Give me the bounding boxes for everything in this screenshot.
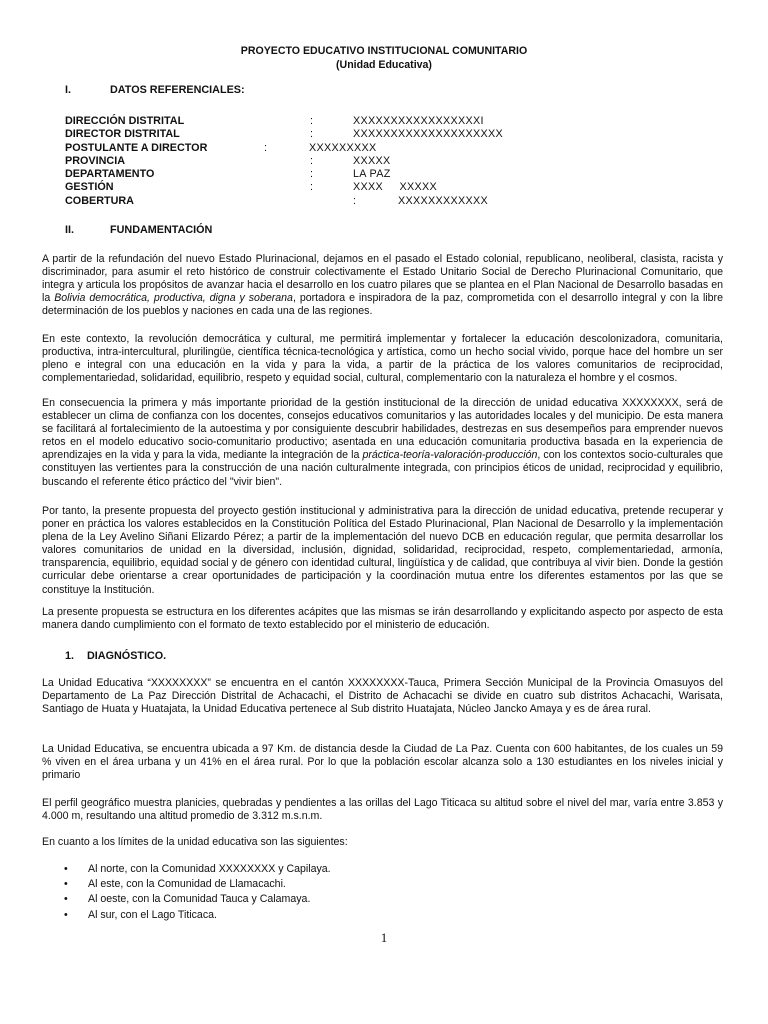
limits-bullet-list — [64, 862, 331, 923]
paragraph-diagnostico-4: En cuanto a los límites de la unidad educativa son las siguientes: — [42, 836, 348, 848]
section-title: DIAGNÓSTICO. — [87, 650, 167, 662]
paragraph-fundamentacion-1 — [42, 253, 723, 318]
paragraph-diagnostico-1: La Unidad Educativa “XXXXXXXX” se encuentra en el cantón XXXXXXXX-Tauca, Primera Sección Municipal de la Provincia Omasuyos del Departamento de La Paz Dirección Distrital de Achacachi, el Distrito de Achacachi se divide en cuatro sub distritos Achacachi, Warisata, Santiago de Huata y Huatajata, la Unidad Educativa pertenece al Sub distrito Huatajata, Núcleo Jancko Amaya y es de área rural. — [42, 677, 723, 716]
paragraph-emphasis: Bolivia democrática, productiva, digna y soberana — [54, 292, 293, 305]
reference-value: XXXXXXXXX — [309, 141, 377, 154]
reference-colon: : — [353, 194, 356, 207]
reference-value: XXXXXXXXXXXXXXXXXXXX — [353, 128, 504, 141]
paragraph-text: A partir de la refundación del nuevo Estado Plurinacional, dejamos en el pasado el Estado colonial, republicano, neoliberal, clasista, racista y discriminador, para asumir el reto histórico de construir colectivamente el Estado Unitario Social de Derecho Plurinacional Comunitario, que integra y articula los propósitos de avanzar hacia el desarrollo en los cuatro pilares que se plantea en el Plan Nacional de Desarrollo basadas en la — [42, 253, 723, 305]
reference-colon: : — [310, 181, 313, 194]
paragraph-text: , con los contextos socio-culturales que constituyen las vertientes para la construcción de una nación culturalmente integrada, con principios éticos de unidad, reciprocidad y equilibrio, buscando el referente ético práctico del "vivir bien". — [42, 449, 723, 488]
reference-label: GESTIÓN — [65, 181, 114, 194]
section-title: FUNDAMENTACIÓN — [110, 224, 213, 236]
reference-label: PROVINCIA — [65, 154, 125, 167]
section-heading-diagnostico — [65, 650, 166, 662]
reference-colon: : — [310, 128, 313, 141]
reference-value: XXXXXXXXXXXXXXXXXI — [353, 115, 484, 127]
document-title: PROYECTO EDUCATIVO INSTITUCIONAL COMUNITARIO — [240, 45, 528, 57]
section-number: I. — [65, 84, 71, 96]
reference-label: COBERTURA — [65, 194, 134, 207]
reference-colon: : — [310, 168, 313, 181]
reference-colon: : — [310, 154, 313, 167]
reference-value: LA PAZ — [353, 168, 391, 181]
page-number: 1 — [380, 930, 388, 945]
reference-value: XXXX XXXXX — [353, 181, 438, 194]
section-heading-datos — [65, 84, 245, 96]
paragraph-text: , portadora e inspiradora de la paz, comprometida con el desarrollo integral y con la libre determinación de los pueblos y naciones en cada una de las regiones. — [42, 292, 723, 318]
reference-label: DEPARTAMENTO — [65, 168, 155, 181]
list-item: • Al este, con la Comunidad de Llamacachi. — [64, 877, 331, 892]
paragraph-fundamentacion-5: La presente propuesta se estructura en los diferentes acápites que las mismas se irán desarrollando y explicitando aspecto por aspecto de esta manera dando cumplimiento con el formato de texto establecido por el ministerio de educación. — [42, 606, 723, 632]
reference-colon: : — [264, 141, 267, 154]
section-title: DATOS REFERENCIALES: — [110, 84, 245, 96]
document-subtitle: (Unidad Educativa) — [336, 59, 432, 71]
reference-value: XXXXX — [353, 154, 391, 167]
reference-label: POSTULANTE A DIRECTOR — [65, 141, 208, 154]
reference-colon: : — [310, 115, 313, 127]
reference-value: XXXXXXXXXXXX — [398, 194, 489, 207]
paragraph-emphasis: práctica-teoría-valoración-producción — [362, 449, 538, 462]
paragraph-text: En consecuencia la primera y más importante prioridad de la gestión institucional de la dirección de unidad educativa XXXXXXXX, será de establecer un clima de confianza con los docentes, consejos educativos comunitarios y las autoridades locales y del municipio. De esta manera se facilitará al fortalecimiento de la autoestima y por consiguiente descubrir habilidades, destrezas en sus desempeños para emprender nuevos retos en el modelo educativo socio-comunitario productivo; asentada en una educación comunitaria productiva basada en la experiencia de aprendizajes en la vida y para la vida, mediante la integración de la — [42, 397, 723, 462]
section-number: 1. — [65, 650, 75, 662]
list-item: • Al norte, con la Comunidad XXXXXXXX y Capilaya. — [64, 862, 331, 877]
paragraph-diagnostico-2: La Unidad Educativa, se encuentra ubicada a 97 Km. de distancia desde la Ciudad de La Paz. Cuenta con 600 habitantes, de los cuales un 59 % viven en el área urbana y un 41% en el área rural. Por lo que la población escolar alcanza solo a 130 estudiantes en los niveles inicial y primario — [42, 743, 723, 782]
list-item: • Al oeste, con la Comunidad Tauca y Calamaya. — [64, 892, 331, 907]
reference-label: DIRECCIÓN DISTRITAL — [65, 115, 185, 127]
section-heading-fundamentacion — [65, 224, 212, 236]
paragraph-fundamentacion-2: En este contexto, la revolución democrática y cultural, me permitirá implementar y fortalecer la educación descolonizadora, comunitaria, productiva, intra-intercultural, plurilingüe, científica técnica-tecnológica y artística, como un hecho social vivido, porque hace del hombre un ser pleno e integral con una educación en la vida y para la vida, a partir de la práctica de los valores comunitarios de reciprocidad, complementariedad, solidaridad, equilibrio, respeto y equidad social, cultural, complementario con la naturaleza el hombre y el cosmos. — [42, 333, 723, 385]
paragraph-fundamentacion-3 — [42, 397, 723, 489]
paragraph-diagnostico-3: El perfil geográfico muestra planicies, quebradas y pendientes a las orillas del Lago Titicaca su altitud sobre el nivel del mar, varía entre 3.853 y 4.000 m, resultando una altitud promedio de 3.312 m.s.n.m. — [42, 797, 723, 823]
paragraph-fundamentacion-4: Por tanto, la presente propuesta del proyecto gestión institucional y administrativa para la dirección de unidad educativa, pretende recuperar y poner en práctica los valores establecidos en la Constitución Política del Estado Plurinacional, Plan Nacional de Desarrollo y la implementación plena de la Ley Avelino Siñani Elizardo Pérez; a partir de la implementación del nuevo DCB en educación regular, que permita desarrollar los valores comunitarios de unidad en la diversidad, inclusión, dignidad, solidaridad, reciprocidad, respeto, complementariedad, armonía, transparencia, equilibrio, equidad social y de género con identidad cultural, lingüística y de calidad, que contribuya al vivir bien. Donde la gestión curricular debe orientarse a crear oportunidades de participación y la coordinación mutua entre los diferentes estamentos por las que se constituye la Institución. — [42, 505, 723, 596]
reference-label: DIRECTOR DISTRITAL — [65, 128, 180, 141]
list-item: • Al sur, con el Lago Titicaca. — [64, 908, 331, 923]
section-number: II. — [65, 224, 74, 236]
